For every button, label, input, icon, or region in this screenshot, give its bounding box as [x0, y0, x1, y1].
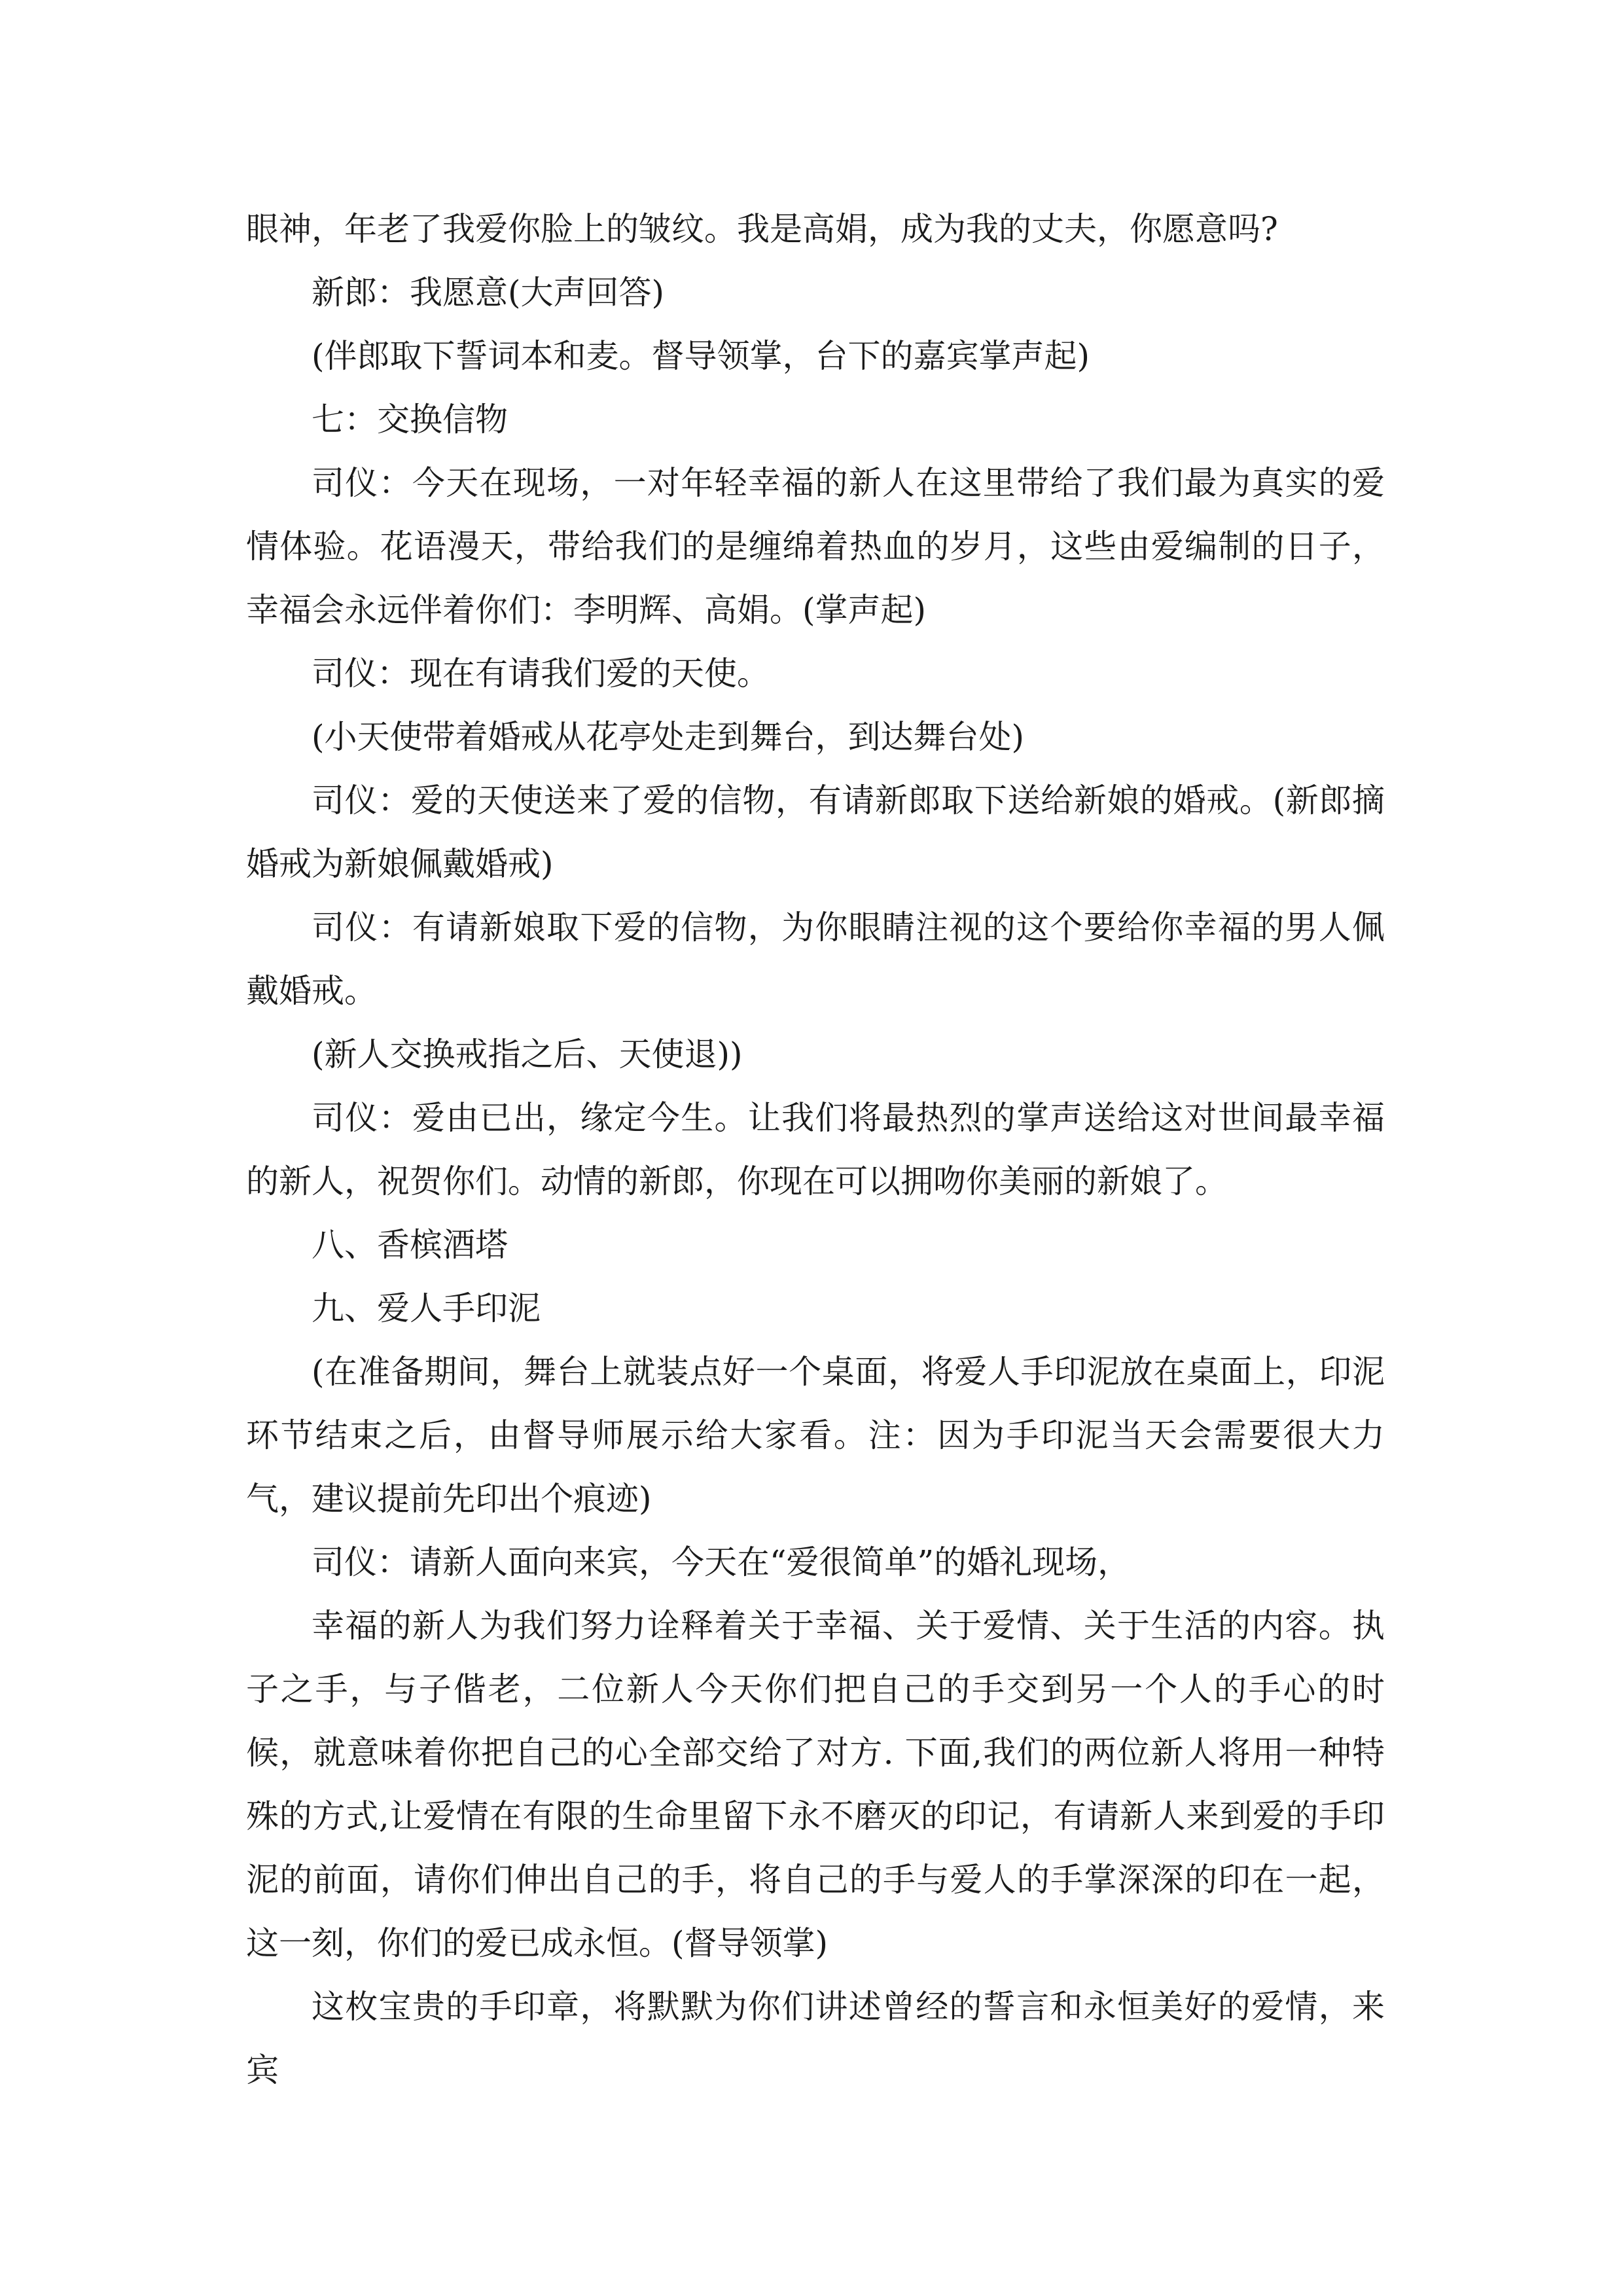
- paragraph-groom-answer: 新郎：我愿意(大声回答): [312, 274, 665, 312]
- paragraph-host-speech: 司仪：爱由已出，缘定今生。让我们将最热烈的掌声送给这对世间最幸福的新人，祝贺你们。动情的新郎，你现在可以拥吻你美丽的新娘了。: [246, 1099, 1385, 1200]
- paragraph-host-speech: 司仪：现在有请我们爱的天使。: [312, 655, 770, 692]
- paragraph-host-speech: 司仪：有请新娘取下爱的信物，为你眼睛注视的这个要给你幸福的男人佩戴婚戒。: [246, 908, 1385, 1010]
- paragraph-host-speech: 司仪：爱的天使送来了爱的信物，有请新郎取下送给新娘的婚戒。(新郎摘婚戒为新娘佩戴婚戒): [246, 781, 1385, 883]
- paragraph-stage-note: (在准备期间，舞台上就装点好一个桌面，将爱人手印泥放在桌面上，印泥环节结束之后，由督导师展示给大家看。注：因为手印泥当天会需要很大力气，建议提前先印出个痕迹): [246, 1353, 1385, 1518]
- paragraph-stage-note: (小天使带着婚戒从花亭处走到舞台，到达舞台处): [312, 718, 1025, 756]
- paragraph-host-speech: 司仪：请新人面向来宾，今天在“爱很简单”的婚礼现场，: [312, 1543, 1131, 1581]
- section-heading-handprint-clay: 九、爱人手印泥: [312, 1289, 541, 1327]
- paragraph-stage-note: (伴郎取下誓词本和麦。督导领掌，台下的嘉宾掌声起): [312, 337, 1090, 375]
- paragraph-host-speech: 这枚宝贵的手印章，将默默为你们讲述曾经的誓言和永恒美好的爱情，来宾: [246, 1988, 1385, 2089]
- paragraph-host-speech: 司仪：今天在现场，一对年轻幸福的新人在这里带给了我们最为真实的爱情体验。花语漫天，带给我们的是缠绵着热血的岁月，这些由爱编制的日子，幸福会永远伴着你们：李明辉、高娟。(掌声起): [246, 464, 1385, 629]
- paragraph-host-speech: 幸福的新人为我们努力诠释着关于幸福、关于爱情、关于生活的内容。执子之手，与子偕老，二位新人今天你们把自己的手交到另一个人的手心的时候，就意味着你把自己的心全部交给了对方. 下面,我们的两位新人将用一种特殊的方式,让爱情在有限的生命里留下永不磨灭的印记，有请新人来到爱的手印泥的前面，请你们伸出自己的手，将自己的手与爱人的手掌深深的印在一起，这一刻，你们的爱已成永恒。(督导领掌): [246, 1607, 1385, 1962]
- document-body: [246, 198, 1385, 2102]
- section-heading-champagne-tower: 八、香槟酒塔: [312, 1226, 508, 1264]
- paragraph-stage-note: (新人交换戒指之后、天使退)): [312, 1035, 743, 1073]
- section-heading-exchange-tokens: 七：交换信物: [312, 401, 508, 439]
- paragraph-continuation: 眼神，年老了我爱你脸上的皱纹。我是高娟，成为我的丈夫，你愿意吗?: [246, 210, 1278, 248]
